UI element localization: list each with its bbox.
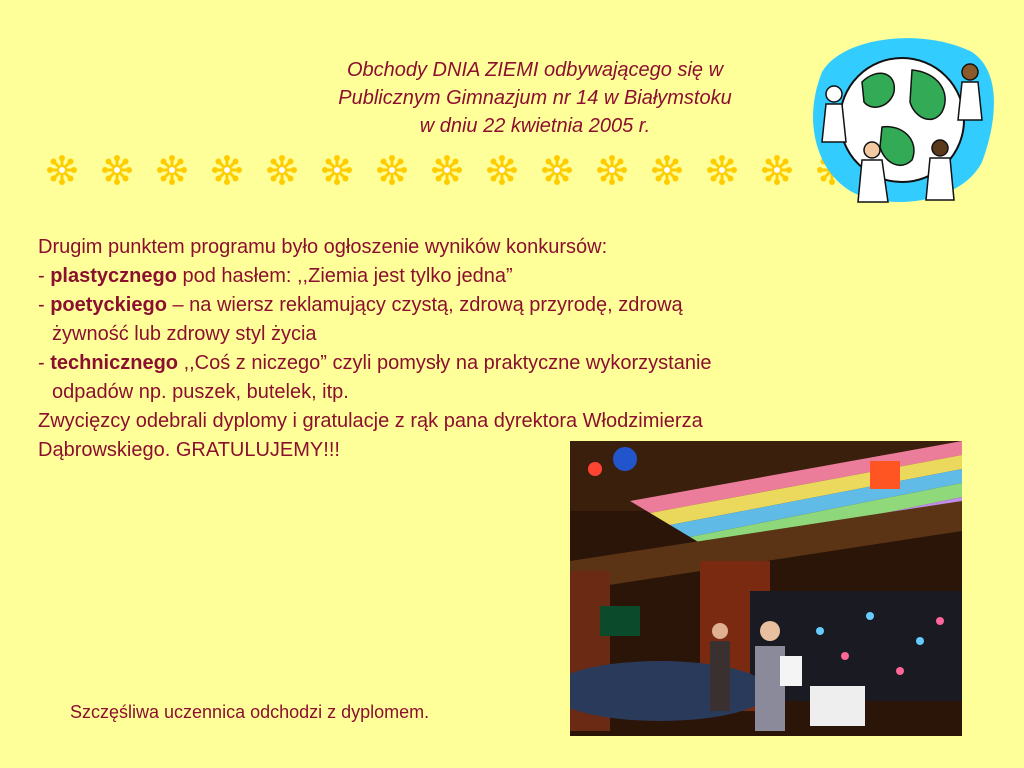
flower-icon bbox=[93, 152, 141, 188]
title-line-1: Obchody DNIA ZIEMI odbywającego się w bbox=[346, 59, 724, 81]
flower-icon bbox=[588, 152, 636, 188]
dash: - bbox=[38, 265, 51, 287]
title-line-3: w dniu 22 kwietnia 2005 r. bbox=[419, 115, 651, 137]
item-label-poetyckiego: poetyckiego bbox=[50, 294, 167, 316]
list-item-poetyckiego bbox=[38, 291, 968, 320]
flower-icon bbox=[313, 152, 361, 188]
item-label-plastycznego: plastycznego bbox=[50, 265, 177, 287]
flower-icon bbox=[643, 152, 691, 188]
body-text bbox=[38, 233, 968, 465]
flower-icon bbox=[478, 152, 526, 188]
item-label-technicznego: technicznego bbox=[50, 352, 179, 374]
list-item-continuation: odpadów np. puszek, butelek, itp. bbox=[52, 381, 349, 403]
dash: - bbox=[38, 294, 51, 316]
flower-icon bbox=[258, 152, 306, 188]
flower-icon bbox=[148, 152, 196, 188]
dash: - bbox=[38, 352, 51, 374]
flower-divider bbox=[38, 152, 856, 188]
flower-icon bbox=[753, 152, 801, 188]
item-text: – na wiersz reklamujący czystą, zdrową przyrodę, zdrową bbox=[166, 294, 683, 316]
flower-icon bbox=[698, 152, 746, 188]
list-item-continuation: żywność lub zdrowy styl życia bbox=[52, 323, 317, 345]
flower-icon bbox=[203, 152, 251, 188]
flower-icon bbox=[423, 152, 471, 188]
list-item-technicznego bbox=[38, 349, 968, 378]
earth-children-clipart bbox=[802, 32, 998, 208]
closing-line-1: Zwycięzcy odebrali dyplomy i gratulacje z rąk pana dyrektora Włodzimierza bbox=[38, 410, 703, 432]
item-text: pod hasłem: ,,Ziemia jest tylko jedna” bbox=[176, 265, 513, 287]
slide-title bbox=[240, 56, 830, 140]
flower-icon bbox=[368, 152, 416, 188]
photo-caption: Szczęśliwa uczennica odchodzi z dyplomem. bbox=[70, 702, 430, 722]
list-item-plastycznego bbox=[38, 262, 968, 291]
flower-icon bbox=[533, 152, 581, 188]
flower-icon bbox=[38, 152, 86, 188]
intro-line: Drugim punktem programu było ogłoszenie wyników konkursów: bbox=[38, 236, 608, 258]
title-line-2: Publicznym Gimnazjum nr 14 w Białymstoku bbox=[338, 87, 732, 109]
closing-line-2: Dąbrowskiego. GRATULUJEMY!!! bbox=[38, 439, 340, 461]
stage-photo bbox=[570, 441, 962, 736]
item-text: ,,Coś z niczego” czyli pomysły na praktyczne wykorzystanie bbox=[178, 352, 712, 374]
